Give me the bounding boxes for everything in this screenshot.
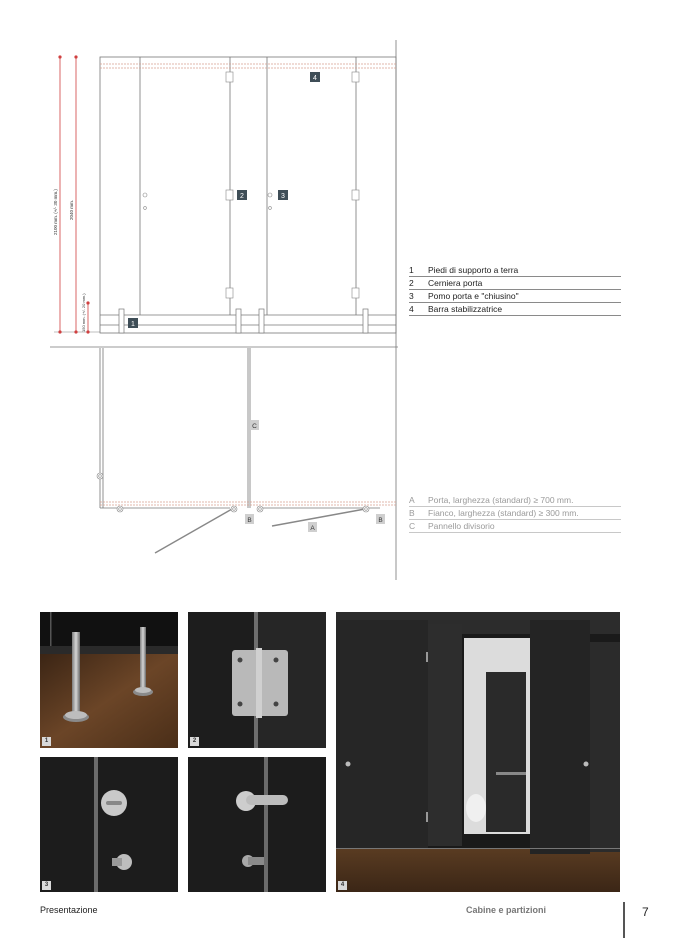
svg-text:2: 2 — [240, 193, 244, 200]
svg-text:3: 3 — [281, 193, 285, 200]
callout-B-right — [376, 514, 385, 524]
callout-C — [250, 420, 259, 430]
photo-door-hinge — [188, 612, 326, 748]
legend-item: A Porta, larghezza (standard) ≥ 700 mm. — [409, 494, 621, 507]
photo-number: 4 — [338, 881, 347, 890]
hinge-illustration — [188, 612, 326, 748]
legend-plan — [409, 494, 621, 533]
svg-text:A: A — [310, 525, 315, 532]
callout-1 — [128, 318, 138, 328]
legend-item: 4 Barra stabilizzatrice — [409, 303, 621, 316]
callout-A — [308, 522, 317, 532]
feet-illustration — [40, 612, 178, 748]
photo-number: 2 — [190, 737, 199, 746]
dim-door-label: 2040 mm. — [69, 199, 74, 220]
legend-item: B Fianco, larghezza (standard) ≥ 300 mm. — [409, 507, 621, 520]
svg-text:1: 1 — [131, 321, 135, 328]
legend-item: 1 Piedi di supporto a terra — [409, 264, 621, 277]
photo-lock-detail — [188, 757, 326, 892]
photo-number: 1 — [42, 737, 51, 746]
footer-chapter-title: Cabine e partizioni — [466, 905, 547, 915]
dim-total-label: 2100 mm. (+/- 30 mm.) — [53, 189, 58, 235]
legend-front — [409, 264, 621, 316]
legend-item: C Pannello divisorio — [409, 520, 621, 533]
callout-2 — [237, 190, 247, 200]
callout-4 — [310, 72, 320, 82]
svg-text:4: 4 — [313, 75, 317, 82]
callout-3 — [278, 190, 288, 200]
legend-item: 2 Cerniera porta — [409, 277, 621, 290]
cubicles-illustration — [336, 612, 620, 892]
photo-cubicle-row — [336, 612, 620, 892]
svg-text:B: B — [247, 517, 252, 524]
photo-support-feet — [40, 612, 178, 748]
photo-number: 3 — [42, 881, 51, 890]
legend-item: 3 Pomo porta e "chiusino" — [409, 290, 621, 303]
footer-divider — [623, 902, 625, 938]
callout-B-left — [245, 514, 254, 524]
photo-knob-lock — [40, 757, 178, 892]
knob-illustration — [40, 757, 178, 892]
plan-drawing — [0, 345, 681, 585]
dimension-lines — [54, 57, 100, 332]
svg-text:B: B — [378, 517, 383, 524]
dim-feet-label: 150 mm. (+/- 20 mm.) — [81, 293, 86, 332]
footer-section-label: Presentazione — [40, 905, 98, 915]
svg-text:C: C — [252, 423, 257, 430]
lock-illustration — [188, 757, 326, 892]
page-number: 7 — [642, 905, 649, 919]
